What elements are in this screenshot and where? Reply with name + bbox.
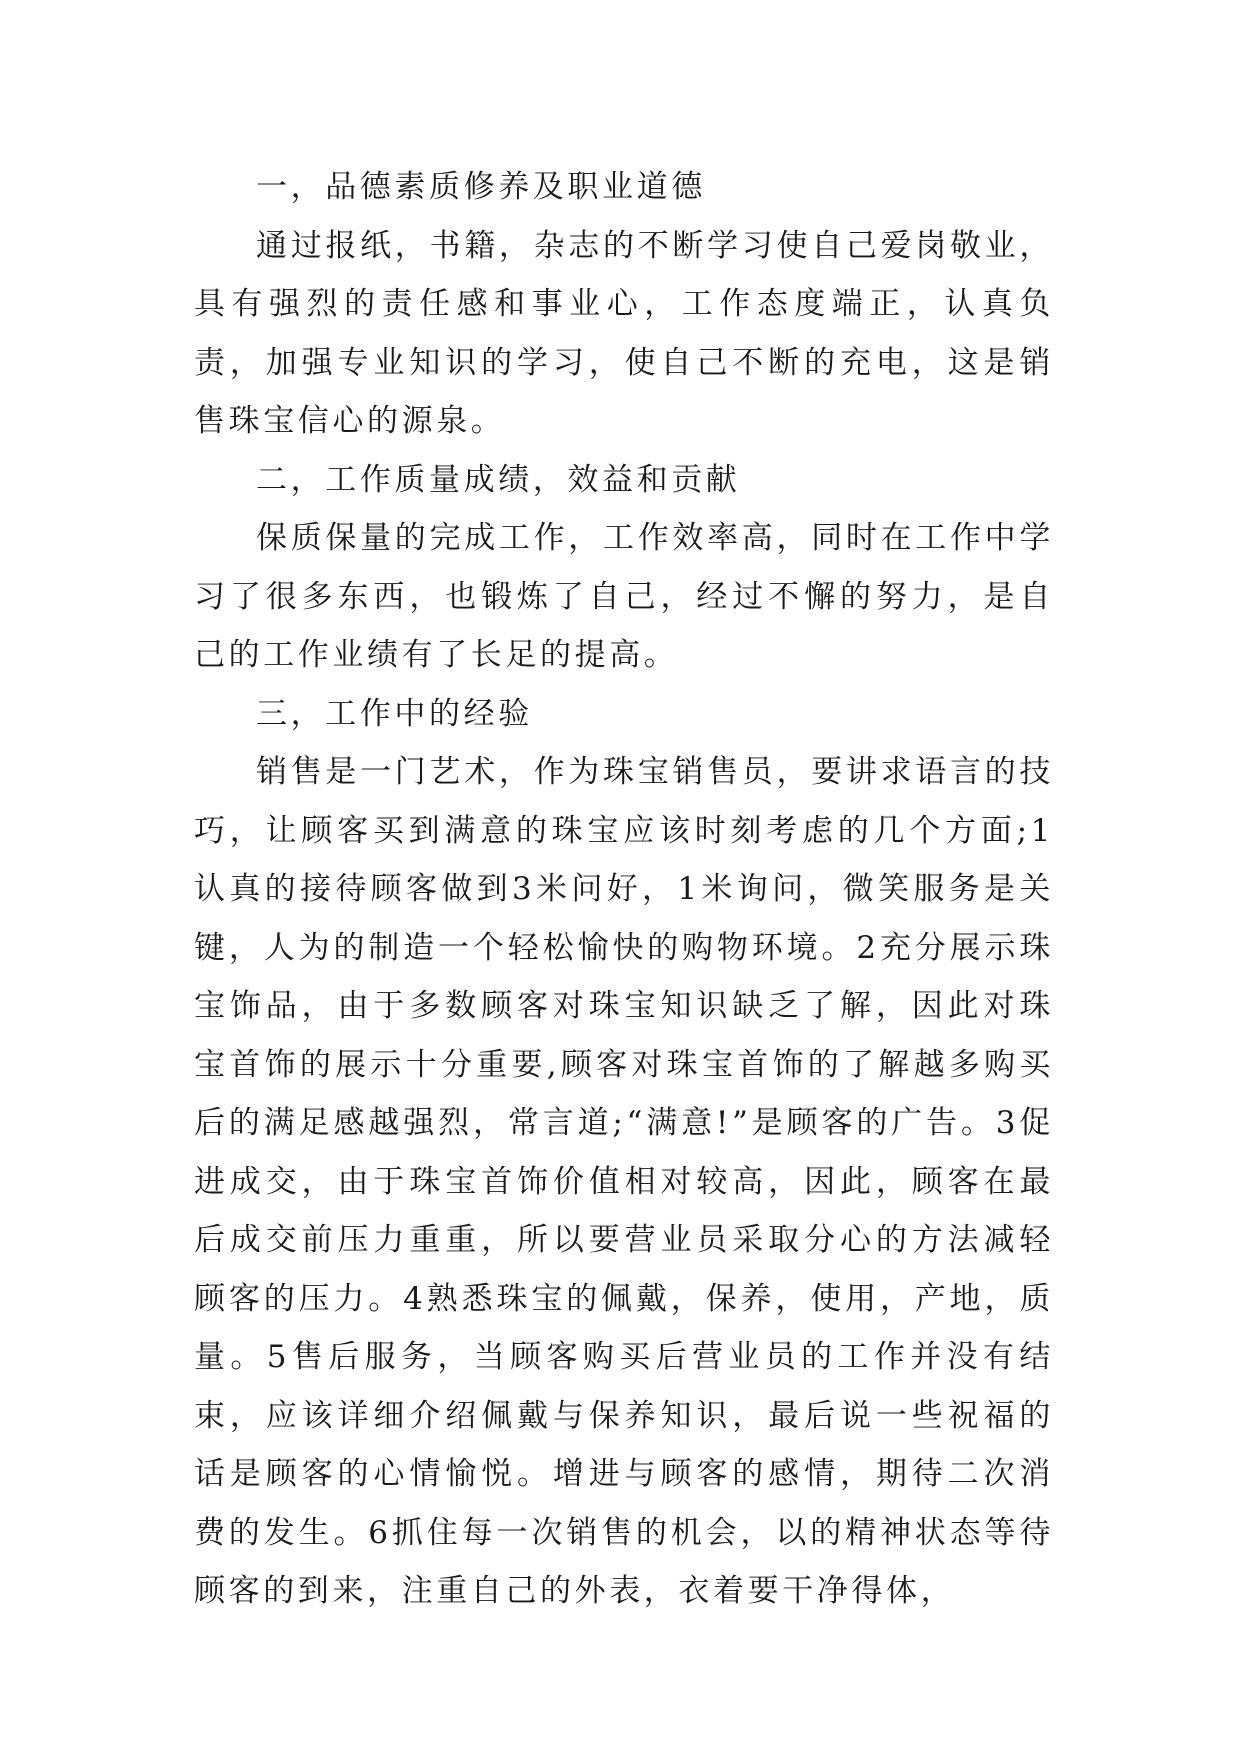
document-body [194, 158, 1054, 1621]
section-paragraph-3: 销售是一门艺术，作为珠宝销售员，要讲求语言的技巧，让顾客买到满意的珠宝应该时刻考虑的几个方面;1认真的接待顾客做到3米问好，1米询问，微笑服务是关键，人为的制造一个轻松愉快的购物环境。2充分展示珠宝饰品，由于多数顾客对珠宝知识缺乏了解，因此对珠宝首饰的展示十分重要,顾客对珠宝首饰的了解越多购买后的满足感越强烈，常言道;“满意!”是顾客的广告。3促进成交，由于珠宝首饰价值相对较高，因此，顾客在最后成交前压力重重，所以要营业员采取分心的方法减轻顾客的压力。4熟悉珠宝的佩戴，保养，使用，产地，质量。5售后服务，当顾客购买后营业员的工作并没有结束，应该详细介绍佩戴与保养知识，最后说一些祝福的话是顾客的心情愉悦。增进与顾客的感情，期待二次消费的发生。6抓住每一次销售的机会，以的精神状态等待顾客的到来，注重自己的外表，衣着要干净得体， [194, 754, 1054, 1609]
section-heading-1: 一，品德素质修养及职业道德 [256, 169, 706, 205]
section-heading-2: 二，工作质量成绩，效益和贡献 [256, 461, 741, 498]
section-paragraph-1: 通过报纸，书籍，杂志的不断学习使自己爱岗敬业，具有强烈的责任感和事业心，工作态度端正，认真负责，加强专业知识的学习，使自己不断的充电，这是销售珠宝信心的源泉。 [194, 227, 1054, 439]
section-paragraph-2: 保质保量的完成工作，工作效率高，同时在工作中学习了很多东西，也锻炼了自己，经过不懈的努力，是自己的工作业绩有了长足的提高。 [194, 520, 1054, 673]
section-heading-3: 三，工作中的经验 [256, 695, 533, 732]
